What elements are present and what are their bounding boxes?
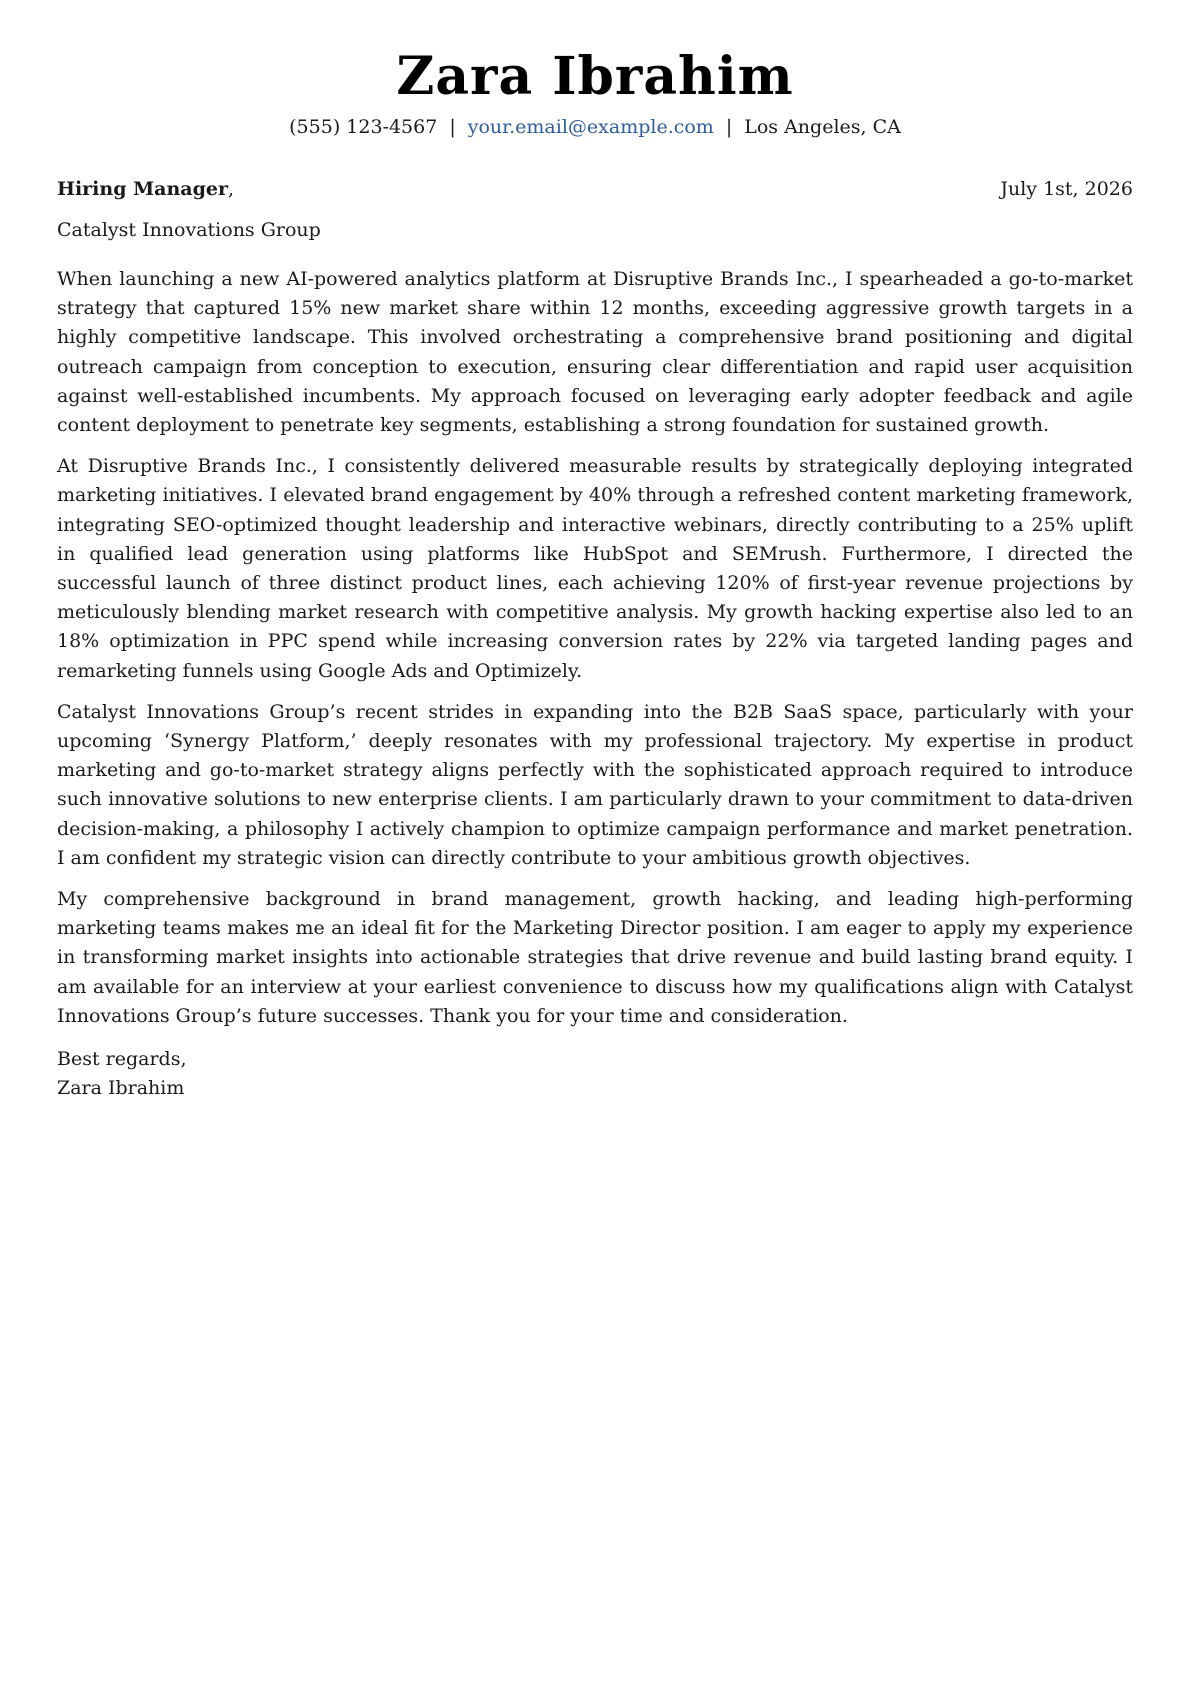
closing-signature: Zara Ibrahim [57,1077,185,1100]
letter-date: July 1st, 2026 [1000,178,1133,200]
letter-body [57,265,1133,1031]
letter-closing [57,1045,1133,1103]
recipient-row [57,176,1133,202]
phone-number: (555) 123-4567 [289,116,438,138]
body-paragraph: At Disruptive Brands Inc., I consistently delivered measurable results by strategically deploying integrated marketing initiatives. I elevated brand engagement by 40% through a refreshed content marketing framework, integrating SEO-optimized thought leadership and interactive webinars, directly contributing to a 25% uplift in qualified lead generation using platforms like HubSpot and SEMrush. Furthermore, I directed the successful launch of three distinct product lines, each achieving 120% of first-year revenue projections by meticulously blending market research with competitive analysis. My growth hacking expertise also led to an 18% optimization in PPC spend while increasing conversion rates by 22% via targeted landing pages and remarketing funnels using Google Ads and Optimizely. [57,455,1133,682]
contact-line [57,114,1133,140]
location: Los Angeles, CA [744,116,901,138]
recipient-role: Hiring Manager [57,178,228,200]
body-paragraph: Catalyst Innovations Group’s recent strides in expanding into the B2B SaaS space, particularly with your upcoming ‘Synergy Platform,’ deeply resonates with my professional trajectory. My expertise in product marketing and go-to-market strategy aligns perfectly with the sophisticated approach required to introduce such innovative solutions to new enterprise clients. I am particularly drawn to your commitment to data-driven decision-making, a philosophy I actively champion to optimize campaign performance and market penetration. I am confident my strategic vision can directly contribute to your ambitious growth objectives. [57,700,1133,869]
body-paragraph: When launching a new AI-powered analytics platform at Disruptive Brands Inc., I spearheaded a go-to-market strategy that captured 15% new market share within 12 months, exceeding aggressive growth targets in a highly competitive landscape. This involved orchestrating a comprehensive brand positioning and digital outreach campaign from conception to execution, ensuring clear differentiation and rapid user acquisition against well-established incumbents. My approach focused on leveraging early adopter feedback and agile content deployment to penetrate key segments, establishing a strong foundation for sustained growth. [57,268,1133,437]
contact-separator: | [449,116,456,138]
applicant-name: Zara Ibrahim [396,46,794,107]
contact-separator: | [725,116,733,138]
closing-salutation: Best regards, [57,1048,187,1071]
recipient-greeting [57,176,234,202]
email-link[interactable]: your.email@example.com [467,116,714,138]
recipient-company: Catalyst Innovations Group [57,219,321,241]
recipient-suffix: , [227,178,235,200]
body-paragraph: My comprehensive background in brand management, growth hacking, and leading high-performing marketing teams makes me an ideal fit for the Marketing Director position. I am eager to apply my experience in transforming market insights into actionable strategies that drive revenue and build lasting brand equity. I am available for an interview at your earliest convenience to discuss how my qualifications align with Catalyst Innovations Group’s future successes. Thank you for your time and consideration. [57,888,1133,1027]
cover-letter-page [57,0,1133,1103]
